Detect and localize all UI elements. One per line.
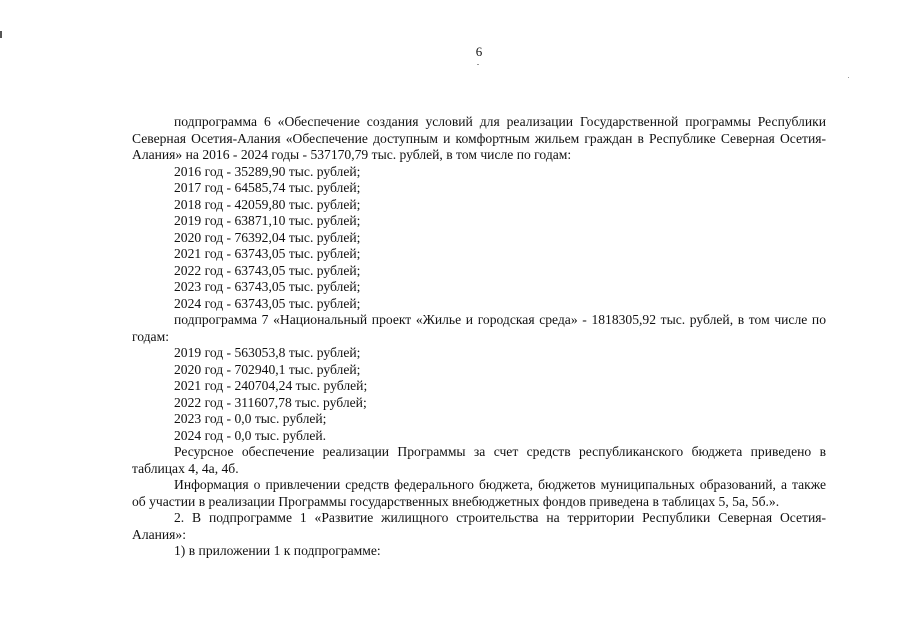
scan-artifact	[0, 31, 2, 38]
paragraph: подпрограмма 6 «Обеспечение создания условий для реализации Государственной программы Республики Северная Осетия-Алания «Обеспечение доступным и комфортным жильем граждан в Республике Северная Осетия-Алания» на 2016 - 2024 годы - 537170,79 тыс. рублей, в том числе по годам:	[132, 114, 826, 162]
list-item: 2021 год - 240704,24 тыс. рублей;	[174, 378, 368, 393]
list-item: 2019 год - 563053,8 тыс. рублей;	[174, 345, 361, 360]
document-body	[132, 114, 826, 560]
scan-artifact	[848, 77, 849, 78]
list-item: 2023 год - 63743,05 тыс. рублей;	[174, 279, 361, 294]
paragraph: Информация о привлечении средств федерального бюджета, бюджетов муниципальных образований, а также об участии в реализации Программы государственных внебюджетных фондов приведена в таблицах 5, 5а, 5б.».	[132, 477, 826, 509]
paragraph: Ресурсное обеспечение реализации Программы за счет средств республиканского бюджета приведено в таблицах 4, 4а, 4б.	[132, 444, 826, 476]
list-item: 2020 год - 76392,04 тыс. рублей;	[174, 229, 361, 245]
page-number: 6	[475, 44, 483, 59]
list-item: 2021 год - 63743,05 тыс. рублей;	[174, 246, 361, 261]
list-item: 2024 год - 63743,05 тыс. рублей;	[174, 295, 361, 311]
list-item: 2024 год - 0,0 тыс. рублей.	[174, 427, 327, 443]
list-item: 2023 год - 0,0 тыс. рублей;	[174, 411, 327, 426]
list-item: 2017 год - 64585,74 тыс. рублей;	[174, 180, 361, 195]
list-item: 1) в приложении 1 к подпрограмме:	[174, 543, 381, 558]
list-item: 2022 год - 63743,05 тыс. рублей;	[174, 262, 361, 278]
paragraph: 2. В подпрограмме 1 «Развитие жилищного строительства на территории Республики Северная Осетия-Алания»:	[132, 510, 826, 542]
list-item: 2020 год - 702940,1 тыс. рублей;	[174, 361, 361, 377]
list-item: 2018 год - 42059,80 тыс. рублей;	[174, 196, 361, 212]
list-item: 2016 год - 35289,90 тыс. рублей;	[174, 163, 361, 179]
scan-artifact	[477, 64, 479, 65]
list-item: 2022 год - 311607,78 тыс. рублей;	[174, 394, 367, 410]
paragraph: подпрограмма 7 «Национальный проект «Жилье и городская среда» - 1818305,92 тыс. рублей, в том числе по годам:	[132, 312, 826, 344]
list-item: 2019 год - 63871,10 тыс. рублей;	[174, 213, 361, 228]
